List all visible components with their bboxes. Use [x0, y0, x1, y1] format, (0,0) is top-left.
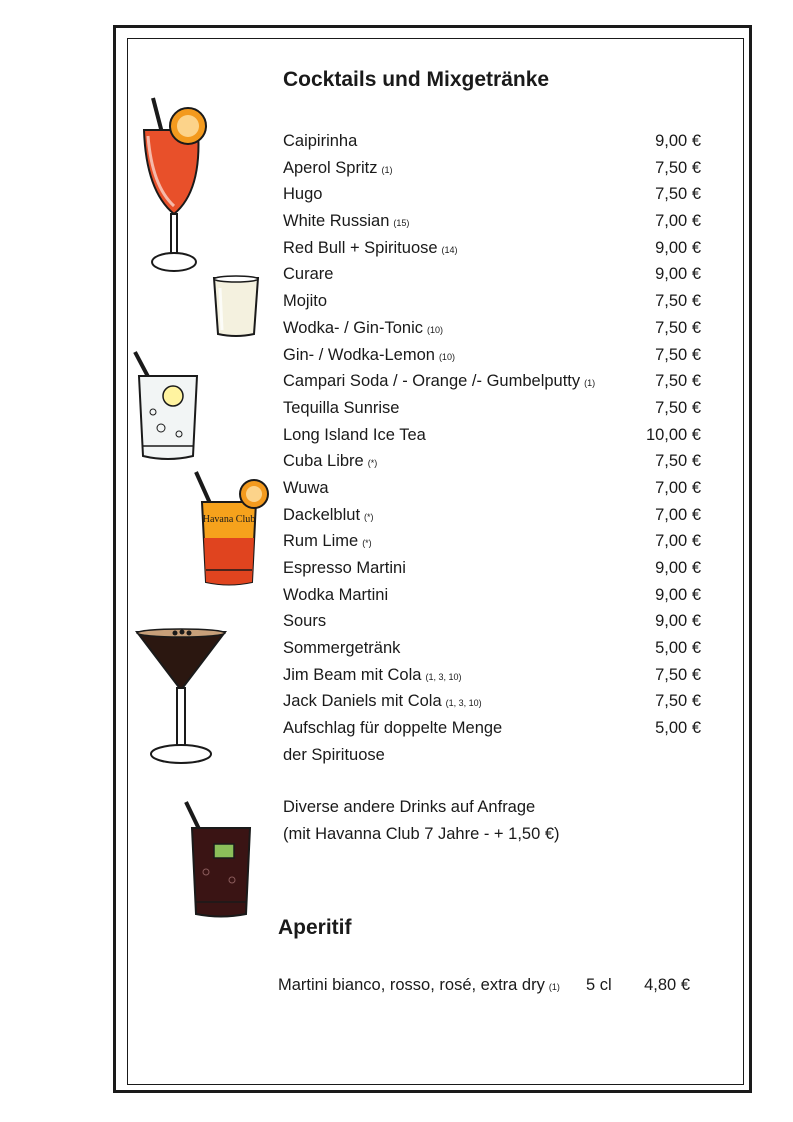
menu-item-note: (1, 3, 10)	[425, 671, 462, 682]
menu-item-name	[283, 235, 458, 264]
menu-item-name-text: Wodka Martini	[283, 585, 389, 604]
menu-item-name-text: der Spirituose	[283, 745, 385, 764]
menu-item	[283, 235, 701, 262]
menu-item-name-text: Sours	[283, 612, 327, 631]
menu-item	[283, 342, 701, 369]
extra-info-line: (mit Havanna Club 7 Jahre - + 1,50 €)	[283, 824, 560, 843]
menu-item-price: 7,50 €	[655, 345, 701, 364]
aperitif-name-text: Martini bianco, rosso, rosé, extra dry	[278, 976, 545, 994]
menu-item-name-text: Aperol Spritz	[283, 158, 378, 177]
menu-item-price: 7,50 €	[655, 692, 701, 711]
menu-item-name-text: Cuba Libre	[283, 452, 364, 471]
aperitif-price: 4,80 €	[644, 976, 690, 994]
menu-item-price: 5,00 €	[655, 719, 701, 738]
menu-item	[283, 315, 701, 342]
menu-item-price: 9,00 €	[655, 265, 701, 284]
menu-item	[283, 582, 701, 609]
menu-item-price: 7,50 €	[655, 452, 701, 471]
menu-item-name	[283, 422, 430, 451]
extra-info	[283, 794, 560, 847]
menu-item	[283, 261, 701, 288]
menu-item-name	[283, 742, 389, 771]
menu-item	[283, 662, 701, 689]
menu-item	[283, 128, 701, 155]
menu-item-name-text: Wodka- / Gin-Tonic	[283, 318, 423, 337]
menu-item-price: 10,00 €	[645, 425, 701, 444]
menu-item	[283, 395, 701, 422]
menu-item-price: 7,00 €	[655, 505, 701, 524]
menu-item-price: 9,00 €	[655, 585, 701, 604]
menu-item-name	[283, 261, 337, 290]
menu-item-name	[283, 662, 461, 691]
menu-item-price: 7,50 €	[655, 292, 701, 311]
menu-item-name-text: Tequilla Sunrise	[283, 398, 400, 417]
menu-item-note: (10)	[427, 324, 444, 335]
menu-item	[283, 608, 701, 635]
menu-item-name	[283, 582, 392, 611]
menu-item-name-text: Rum Lime	[283, 532, 359, 551]
menu-item-name-text: Curare	[283, 265, 334, 284]
menu-item-name	[283, 342, 455, 371]
menu-item-note: (*)	[362, 538, 372, 549]
menu-item	[283, 502, 701, 529]
menu-item	[283, 742, 701, 769]
menu-item-name-text: Dackelblut	[283, 505, 361, 524]
menu-item-price: 7,00 €	[655, 212, 701, 231]
menu-item	[283, 475, 701, 502]
menu-item-price: 9,00 €	[655, 612, 701, 631]
menu-item-price: 7,50 €	[655, 318, 701, 337]
menu-item-name	[283, 635, 404, 664]
menu-item-name	[283, 555, 410, 584]
aperitif-note: (1)	[548, 982, 560, 992]
menu-item-name-text: Red Bull + Spirituose	[283, 238, 438, 257]
menu-item-name	[283, 208, 409, 237]
cocktail-list	[283, 128, 701, 769]
cuba-libre-glass-icon	[180, 800, 254, 920]
menu-item-name-text: Jack Daniels mit Cola	[283, 692, 442, 711]
menu-item	[283, 555, 701, 582]
aperitif-volume: 5 cl	[586, 976, 612, 994]
menu-item-name	[283, 395, 403, 424]
menu-item-price: 7,50 €	[655, 185, 701, 204]
menu-item-price: 7,00 €	[655, 532, 701, 551]
menu-item-note: (1)	[584, 378, 596, 389]
menu-item-name-text: Jim Beam mit Cola	[283, 665, 422, 684]
menu-item-name	[283, 688, 482, 717]
menu-item	[283, 288, 701, 315]
menu-item	[283, 688, 701, 715]
menu-item-name	[283, 608, 330, 637]
menu-item-name	[283, 475, 333, 504]
aperol-spritz-glass-icon	[138, 96, 218, 280]
cocktails-title: Cocktails und Mixgetränke	[283, 68, 550, 91]
menu-item-name-text: Aufschlag für doppelte Menge	[283, 719, 503, 738]
menu-item-name-text: Mojito	[283, 292, 328, 311]
menu-item	[283, 208, 701, 235]
menu-item-name	[283, 502, 374, 531]
menu-item-name-text: Sommergetränk	[283, 639, 401, 658]
shot-glass-icon	[211, 274, 261, 340]
menu-item-price: 9,00 €	[655, 132, 701, 150]
menu-item-name	[283, 155, 392, 184]
menu-item-price: 7,50 €	[655, 665, 701, 684]
havana-club-logo: Havana Club	[202, 514, 256, 525]
menu-item	[283, 181, 701, 208]
menu-item-name	[283, 715, 506, 744]
menu-item-name-text: Gin- / Wodka-Lemon	[283, 345, 435, 364]
menu-item-name-text: Caipirinha	[283, 132, 358, 150]
espresso-martini-glass-icon	[135, 626, 229, 768]
menu-item-price: 5,00 €	[655, 639, 701, 658]
menu-item-price: 7,50 €	[655, 158, 701, 177]
menu-item-note: (14)	[441, 244, 458, 255]
menu-item	[283, 635, 701, 662]
menu-item-note: (1, 3, 10)	[445, 698, 482, 709]
aperitif-name	[278, 972, 560, 1000]
menu-item-note: (1)	[381, 164, 393, 175]
menu-item	[283, 448, 701, 475]
menu-item-note: (15)	[393, 218, 410, 229]
menu-item-name-text: Hugo	[283, 185, 323, 204]
aperitif-row	[278, 972, 690, 998]
menu-item-name-text: Campari Soda / - Orange /- Gumbelputty	[283, 372, 581, 391]
menu-item-name-text: Espresso Martini	[283, 559, 406, 577]
menu-item-note: (*)	[364, 511, 374, 522]
extra-info-line: Diverse andere Drinks auf Anfrage	[283, 798, 536, 816]
menu-item-note: (10)	[438, 351, 455, 362]
menu-item-price: 9,00 €	[655, 238, 701, 257]
tequila-sunrise-glass-icon	[188, 470, 274, 588]
menu-item-price: 7,00 €	[655, 478, 701, 497]
menu-item-name	[283, 448, 377, 477]
menu-item-name-text: White Russian	[283, 212, 390, 231]
menu-item	[283, 155, 701, 182]
menu-item-name-text: Long Island Ice Tea	[283, 425, 426, 444]
menu-item	[283, 715, 701, 742]
menu-item	[283, 528, 701, 555]
menu-item-name	[283, 128, 361, 157]
menu-item	[283, 422, 701, 449]
menu-item-name	[283, 315, 443, 344]
menu-item-note: (*)	[367, 458, 378, 469]
menu-item-name	[283, 181, 326, 210]
menu-item-price: 9,00 €	[655, 559, 701, 577]
aperitif-title: Aperitif	[278, 916, 352, 939]
menu-item	[283, 368, 701, 395]
menu-item-price: 7,50 €	[655, 372, 701, 391]
gin-tonic-glass-icon	[131, 350, 201, 466]
menu-item-name	[283, 288, 331, 317]
menu-item-name	[283, 528, 372, 557]
menu-item-name-text: Wuwa	[283, 478, 329, 497]
menu-item-price: 7,50 €	[655, 398, 701, 417]
menu-item-name	[283, 368, 595, 397]
